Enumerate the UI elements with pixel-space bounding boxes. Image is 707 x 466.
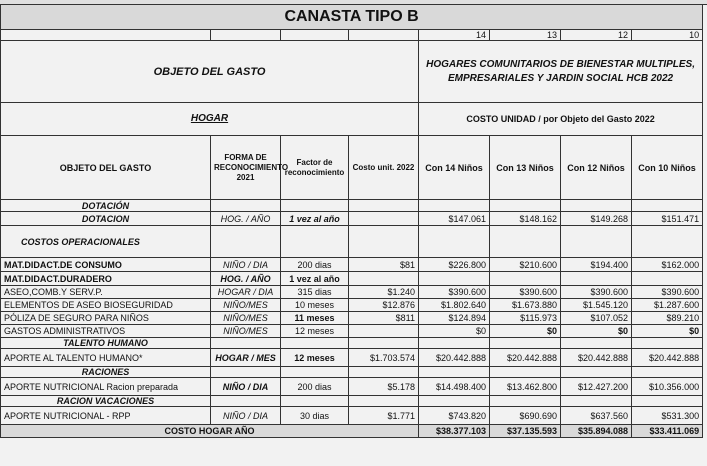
row-forma: NIÑO/MES xyxy=(211,312,281,325)
row-v12: $637.560 xyxy=(561,407,632,425)
row-v13: $13.462.800 xyxy=(490,378,561,396)
costo-unidad-label: COSTO UNIDAD / por Objeto del Gasto 2022 xyxy=(419,103,703,136)
row-v13: $115.973 xyxy=(490,312,561,325)
row-v13: $210.600 xyxy=(490,258,561,272)
row-factor: 1 vez al año xyxy=(281,212,349,226)
row-name: PÓLIZA DE SEGURO PARA NIÑOS xyxy=(1,312,211,325)
row-v13: $1.673.880 xyxy=(490,299,561,312)
row-forma: HOGAR / DIA xyxy=(211,286,281,299)
section-racion-vacaciones: RACION VACACIONES xyxy=(1,396,211,407)
row-name: APORTE NUTRICIONAL - RPP xyxy=(1,407,211,425)
page-title: CANASTA TIPO B xyxy=(1,5,703,30)
row-v12: $390.600 xyxy=(561,286,632,299)
header-14: Con 14 Niños xyxy=(419,136,490,200)
empty-cell xyxy=(211,200,281,212)
empty-cell xyxy=(281,338,349,349)
hogar-label: HOGAR xyxy=(1,103,419,136)
row-unit xyxy=(349,212,419,226)
col-number-13: 13 xyxy=(490,30,561,41)
row-v10: $20.442.888 xyxy=(632,349,703,367)
row-forma: HOG. / AÑO xyxy=(211,212,281,226)
empty-cell xyxy=(211,367,281,378)
row-v10: $10.356.000 xyxy=(632,378,703,396)
row-v10: $0 xyxy=(632,325,703,338)
row-v14: $743.820 xyxy=(419,407,490,425)
row-v12 xyxy=(561,272,632,286)
section-raciones: RACIONES xyxy=(1,367,211,378)
row-unit: $1.703.574 xyxy=(349,349,419,367)
empty-cell xyxy=(561,338,632,349)
row-v13: $390.600 xyxy=(490,286,561,299)
row-name: GASTOS ADMINISTRATIVOS xyxy=(1,325,211,338)
row-factor: 30 dias xyxy=(281,407,349,425)
row-unit xyxy=(349,272,419,286)
row-factor: 315 dias xyxy=(281,286,349,299)
header-objeto: OBJETO DEL GASTO xyxy=(1,136,211,200)
empty-cell xyxy=(349,338,419,349)
header-12: Con 12 Niños xyxy=(561,136,632,200)
row-v10 xyxy=(632,272,703,286)
empty-cell xyxy=(632,226,703,258)
row-factor: 11 meses xyxy=(281,312,349,325)
empty-cell xyxy=(561,367,632,378)
row-unit: $1.240 xyxy=(349,286,419,299)
spacer-cell xyxy=(1,30,211,41)
row-factor: 200 dias xyxy=(281,378,349,396)
row-v10: $151.471 xyxy=(632,212,703,226)
row-unit: $5.178 xyxy=(349,378,419,396)
empty-cell xyxy=(419,226,490,258)
col-number-14: 14 xyxy=(419,30,490,41)
row-v12: $12.427.200 xyxy=(561,378,632,396)
row-name: APORTE NUTRICIONAL Racion preparada xyxy=(1,378,211,396)
row-name: MAT.DIDACT.DURADERO xyxy=(1,272,211,286)
empty-cell xyxy=(281,367,349,378)
empty-cell xyxy=(561,200,632,212)
row-forma: NIÑO/MES xyxy=(211,299,281,312)
empty-cell xyxy=(490,226,561,258)
empty-cell xyxy=(632,367,703,378)
row-v13: $0 xyxy=(490,325,561,338)
row-v14: $0 xyxy=(419,325,490,338)
row-factor: 12 meses xyxy=(281,325,349,338)
objeto-gasto-label: OBJETO DEL GASTO xyxy=(1,41,419,103)
empty-cell xyxy=(349,200,419,212)
row-v12: $194.400 xyxy=(561,258,632,272)
section-costos-op: COSTOS OPERACIONALES xyxy=(1,226,211,258)
empty-cell xyxy=(349,367,419,378)
row-factor: 200 dias xyxy=(281,258,349,272)
row-v13: $148.162 xyxy=(490,212,561,226)
row-factor: 12 meses xyxy=(281,349,349,367)
spacer-cell xyxy=(349,30,419,41)
spacer-cell xyxy=(281,30,349,41)
row-v13: $690.690 xyxy=(490,407,561,425)
row-forma: HOG. / AÑO xyxy=(211,272,281,286)
empty-cell xyxy=(490,396,561,407)
total-label: COSTO HOGAR AÑO xyxy=(1,425,419,438)
empty-cell xyxy=(281,200,349,212)
total-v13: $37.135.593 xyxy=(490,425,561,438)
total-v10: $33.411.069 xyxy=(632,425,703,438)
row-v12: $0 xyxy=(561,325,632,338)
section-talento: TALENTO HUMANO xyxy=(1,338,211,349)
row-forma: HOGAR / MES xyxy=(211,349,281,367)
empty-cell xyxy=(490,200,561,212)
row-forma: NIÑO / DIA xyxy=(211,258,281,272)
row-v14: $14.498.400 xyxy=(419,378,490,396)
row-name: DOTACION xyxy=(1,212,211,226)
row-v14: $226.800 xyxy=(419,258,490,272)
header-factor: Factor de reconocimiento xyxy=(281,136,349,200)
row-v12: $1.545.120 xyxy=(561,299,632,312)
row-unit: $1.771 xyxy=(349,407,419,425)
empty-cell xyxy=(281,396,349,407)
row-unit xyxy=(349,325,419,338)
row-name: MAT.DIDACT.DE CONSUMO xyxy=(1,258,211,272)
empty-cell xyxy=(281,226,349,258)
total-v12: $35.894.088 xyxy=(561,425,632,438)
row-unit: $81 xyxy=(349,258,419,272)
empty-cell xyxy=(632,396,703,407)
empty-cell xyxy=(632,200,703,212)
row-v14: $390.600 xyxy=(419,286,490,299)
row-v10: $162.000 xyxy=(632,258,703,272)
total-v14: $38.377.103 xyxy=(419,425,490,438)
row-forma: NIÑO / DIA xyxy=(211,378,281,396)
row-v10: $390.600 xyxy=(632,286,703,299)
section-dotacion: DOTACIÓN xyxy=(1,200,211,212)
row-factor: 10 meses xyxy=(281,299,349,312)
row-name: APORTE AL TALENTO HUMANO* xyxy=(1,349,211,367)
empty-cell xyxy=(211,338,281,349)
row-forma: NIÑO / DIA xyxy=(211,407,281,425)
empty-cell xyxy=(349,226,419,258)
empty-cell xyxy=(561,396,632,407)
header-10: Con 10 Niños xyxy=(632,136,703,200)
header-costo-unit: Costo unit. 2022 xyxy=(349,136,419,200)
row-v12: $149.268 xyxy=(561,212,632,226)
empty-cell xyxy=(419,396,490,407)
row-v14 xyxy=(419,272,490,286)
row-v12: $107.052 xyxy=(561,312,632,325)
row-v10: $89.210 xyxy=(632,312,703,325)
row-v13: $20.442.888 xyxy=(490,349,561,367)
header-forma: FORMA DE RECONOCIMIENTO 2021 xyxy=(211,136,281,200)
empty-cell xyxy=(419,200,490,212)
row-v14: $20.442.888 xyxy=(419,349,490,367)
col-number-12: 12 xyxy=(561,30,632,41)
row-v13 xyxy=(490,272,561,286)
spacer-cell xyxy=(211,30,281,41)
empty-cell xyxy=(211,396,281,407)
row-name: ASEO,COMB.Y SERV.P. xyxy=(1,286,211,299)
empty-cell xyxy=(632,338,703,349)
row-v14: $1.802.640 xyxy=(419,299,490,312)
row-v12: $20.442.888 xyxy=(561,349,632,367)
row-name: ELEMENTOS DE ASEO BIOSEGURIDAD xyxy=(1,299,211,312)
row-forma: NIÑO/MES xyxy=(211,325,281,338)
row-v10: $531.300 xyxy=(632,407,703,425)
empty-cell xyxy=(211,226,281,258)
hogares-title: HOGARES COMUNITARIOS DE BIENESTAR MULTIPLES, EMPRESARIALES Y JARDIN SOCIAL HCB 2022 xyxy=(419,41,703,103)
empty-cell xyxy=(561,226,632,258)
canasta-table xyxy=(0,4,703,438)
empty-cell xyxy=(419,338,490,349)
empty-cell xyxy=(419,367,490,378)
empty-cell xyxy=(490,367,561,378)
row-v14: $147.061 xyxy=(419,212,490,226)
row-unit: $12.876 xyxy=(349,299,419,312)
row-v10: $1.287.600 xyxy=(632,299,703,312)
row-v14: $124.894 xyxy=(419,312,490,325)
empty-cell xyxy=(490,338,561,349)
row-factor: 1 vez al año xyxy=(281,272,349,286)
header-13: Con 13 Niños xyxy=(490,136,561,200)
col-number-10: 10 xyxy=(632,30,703,41)
empty-cell xyxy=(349,396,419,407)
row-unit: $811 xyxy=(349,312,419,325)
